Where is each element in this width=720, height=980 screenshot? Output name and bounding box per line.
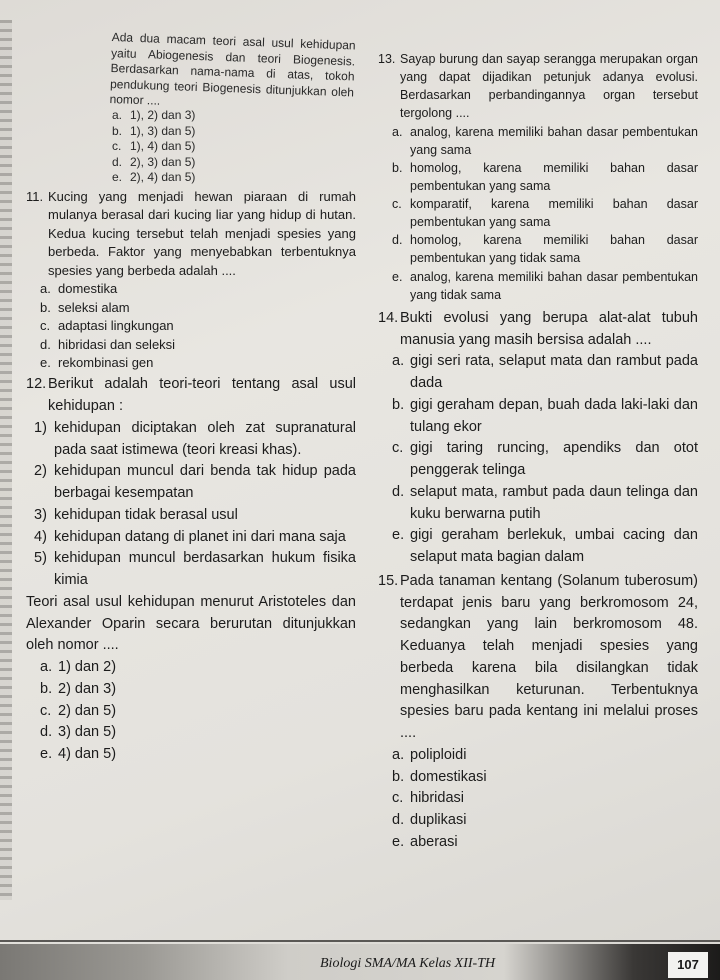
left-column: [26, 30, 356, 768]
question-number: 12.: [26, 376, 47, 393]
option-b: b. gigi geraham depan, buah dada laki-laki dan tulang ekor: [392, 396, 698, 435]
spiral-binding: [0, 20, 12, 900]
option-d: d. hibridasi dan seleksi: [40, 336, 176, 352]
book-title: Biologi SMA/MA Kelas XII-TH: [320, 956, 496, 971]
option-a: a. 1) dan 2): [40, 659, 117, 676]
option-a: a. poliploidi: [392, 746, 467, 763]
option-c: c. gigi taring runcing, apendiks dan otot penggerak telinga: [392, 440, 698, 478]
option-d: d. homolog, karena memiliki bahan dasar pembentukan yang tidak sama: [392, 233, 698, 266]
option-e: e. analog, karena memiliki bahan dasar pembentukan yang tidak sama: [392, 269, 698, 302]
question-10-text: Ada dua macam teori asal usul kehidupan yaitu Abiogenesis dan teori Biogenesis. Berdasarkan nama-nama di atas, tokoh pendukung teori Biogenesis ditunjukkan oleh nomor ....: [109, 30, 356, 109]
question-12-options: [26, 657, 356, 766]
question-11-text: Kucing yang menjadi hewan piaraan di rumah mulanya berasal dari kucing liar yang hidup di hutan. Kedua kucing tersebut telah menjadi spesies yang berbeda. Faktor yang menyebabkan terbentuknya spesies yang berbeda adalah ....: [48, 188, 356, 278]
option-d: d. 3) dan 5): [40, 724, 117, 741]
page-number: 107: [668, 952, 708, 978]
question-number: 13.: [378, 52, 396, 66]
question-10: [26, 30, 356, 186]
question-15-text: Pada tanaman kentang (Solanum tuberosum) terdapat jenis baru yang berkromosom 24, sedangkan yang lain berkromosom 48. Keduanya telah menjadi spesies yang berbeda karena bila disilangkan tidak menghasilkan keturunan. Terbentuknya spesies baru pada kentang ini melalui proses ....: [400, 572, 698, 741]
question-12: [26, 374, 356, 766]
option-a: a. domestika: [40, 281, 118, 297]
question-13-options: [378, 123, 698, 304]
option-a: a. 1), 2) dan 3): [112, 107, 196, 122]
option-b: b. homolog, karena memiliki bahan dasar pembentukan yang sama: [392, 160, 698, 193]
option-d: d. 2), 3) dan 5): [112, 154, 196, 169]
option-c: c. adaptasi lingkungan: [40, 318, 174, 334]
option-a: a. gigi seri rata, selaput mata dan rambut pada dada: [392, 353, 698, 391]
statement-item: 4) kehidupan datang di planet ini dari mana saja: [34, 528, 346, 545]
footer-divider: [0, 940, 720, 942]
option-b: b. 2) dan 3): [40, 680, 117, 697]
question-14-text: Bukti evolusi yang berupa alat-alat tubuh manusia yang masih bersisa adalah ....: [400, 309, 698, 348]
option-d: d. duplikasi: [392, 812, 467, 828]
option-e: e. 2), 4) dan 5): [112, 170, 196, 185]
option-e: e. gigi geraham berlekuk, umbai cacing dan selaput mata bagian dalam: [392, 527, 698, 565]
right-column: [378, 50, 698, 856]
option-c: c. komparatif, karena memiliki bahan dasar pembentukan yang sama: [392, 197, 698, 230]
option-e: e. 4) dan 5): [40, 746, 117, 763]
question-number: 11.: [26, 188, 44, 204]
option-b: b. seleksi alam: [40, 299, 130, 315]
option-b: b. 1), 3) dan 5): [112, 123, 196, 138]
question-10-options: [112, 108, 356, 186]
option-e: e. rekombinasi gen: [40, 355, 154, 371]
question-13-text: Sayap burung dan sayap serangga merupakan organ yang dapat dijadikan petunjuk adanya evolusi. Berdasarkan perbandingannya organ tersebut tergolong ....: [400, 52, 698, 121]
question-15-options: [378, 745, 698, 854]
question-14-options: [378, 351, 698, 569]
option-e: e. aberasi: [392, 833, 458, 850]
question-15: [378, 571, 698, 854]
statement-item: 3) kehidupan tidak berasal usul: [34, 506, 238, 523]
question-number: 14.: [378, 309, 399, 326]
question-number: 15.: [378, 572, 399, 589]
statement-item: 1) kehidupan diciptakan oleh zat supranatural pada saat istimewa (teori kreasi khas).: [34, 419, 356, 458]
statement-item: 2) kehidupan muncul dari benda tak hidup pada berbagai kesempatan: [34, 463, 356, 502]
option-c: c. 2) dan 5): [40, 702, 117, 719]
option-a: a. analog, karena memiliki bahan dasar pembentukan yang sama: [392, 124, 698, 157]
question-11-options: [26, 280, 356, 372]
question-11: [26, 188, 356, 373]
option-b: b. domestikasi: [392, 768, 487, 785]
option-d: d. selaput mata, rambut pada daun telinga dan kuku berwarna putih: [392, 483, 698, 522]
question-14: [378, 308, 698, 569]
statement-item: 5) kehidupan muncul berdasarkan hukum fisika kimia: [34, 550, 356, 589]
question-13: [378, 50, 698, 304]
theory-statements: [26, 418, 356, 592]
option-c: c. hibridasi: [392, 790, 464, 807]
question-12-text: Berikut adalah teori-teori tentang asal usul kehidupan :: [48, 376, 356, 415]
option-c: c. 1), 4) dan 5): [112, 139, 196, 154]
question-12-prompt: Teori asal usul kehidupan menurut Aristoteles dan Alexander Oparin secara berurutan ditunjukkan oleh nomor ....: [26, 593, 356, 654]
